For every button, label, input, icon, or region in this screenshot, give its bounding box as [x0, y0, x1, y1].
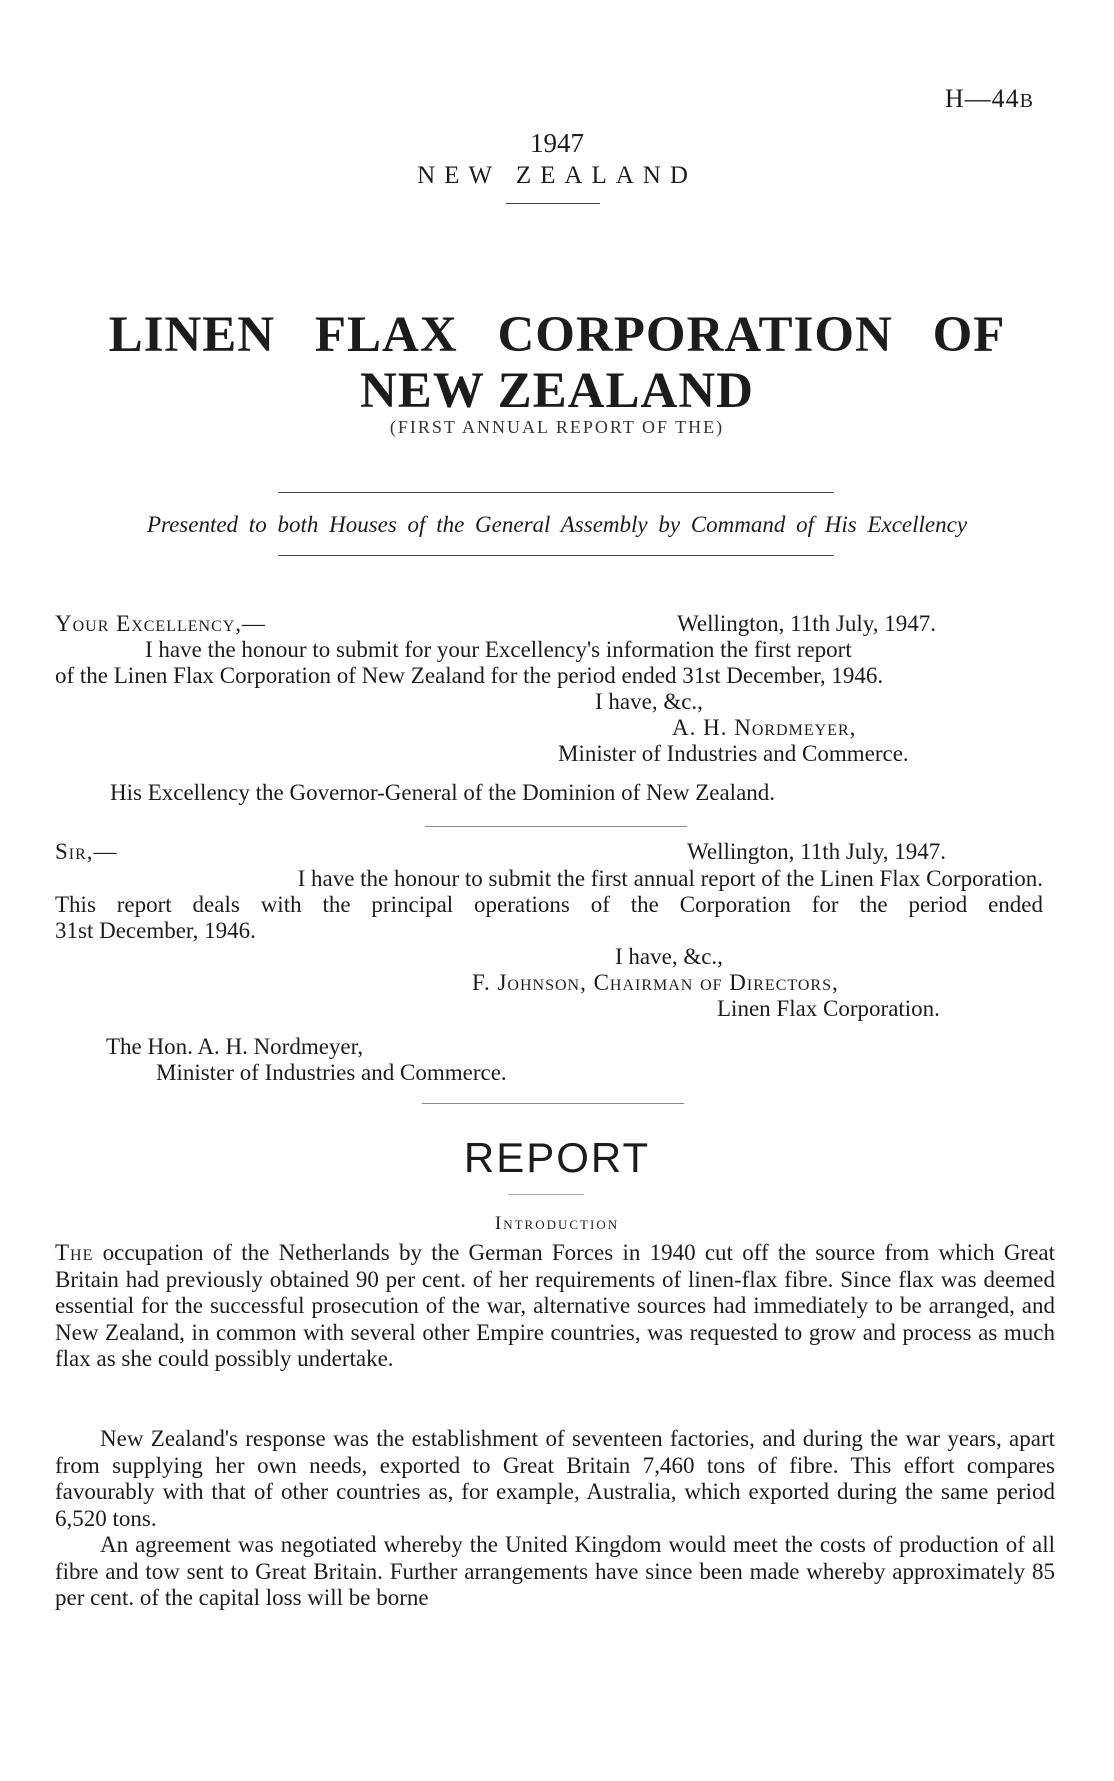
letter2-signatory-org: Linen Flax Corporation. — [717, 996, 940, 1021]
letter2-body-line1: I have the honour to submit the first annual report of the Linen Flax Corporation. — [297, 866, 1043, 891]
letter1-signatory-title: Minister of Industries and Commerce. — [558, 741, 909, 766]
divider — [425, 826, 687, 827]
divider — [506, 203, 600, 204]
report-heading: REPORT — [463, 1134, 651, 1181]
paragraph-1-text: occupation of the Netherlands by the German Forces in 1940 cut off the source from which Great Britain had previously obtained 90 per cent. of her requirements of linen-flax fibre. Since flax was deemed essential for the successful prosecution of the war, alternative sources had immediately to be arranged, and New Zealand, in common with several other Empire countries, was requested to grow and process as much flax as she could possibly undertake. — [55, 1240, 1055, 1372]
main-title-line1: LINEN FLAX CORPORATION OF — [108, 307, 1006, 363]
main-title-line2: NEW ZEALAND — [359, 363, 755, 419]
letter1-addressee: His Excellency the Governor-General of the Dominion of New Zealand. — [110, 780, 776, 805]
country-heading: NEW ZEALAND — [417, 162, 697, 189]
paragraph-2: New Zealand's response was the establishment of seventeen factories, and during the war years, apart from supplying her own needs, exported to Great Britain 7,460 tons of fibre. This effort compares favourably with that of other countries as, for example, Australia, which exported during the same period 6,520 tons. — [55, 1426, 1055, 1531]
letter2-signatory: F. Johnson, Chairman of Directors, — [472, 970, 839, 995]
paragraph-1 — [55, 1240, 1055, 1373]
doc-ref-main: H—44 — [944, 84, 1020, 113]
letter2-addressee-line1: The Hon. A. H. Nordmeyer, — [106, 1034, 364, 1059]
letter1-salutation: Your Excellency,— — [55, 611, 267, 636]
divider — [278, 555, 834, 556]
letter1-place-date: Wellington, 11th July, 1947. — [677, 611, 937, 636]
letter1-signatory: A. H. Nordmeyer, — [672, 715, 857, 740]
presented-statement: Presented to both Houses of the General Assembly by Command of His Excellency — [146, 512, 968, 537]
paragraph-1-lead: The — [55, 1240, 94, 1265]
letter2-body-line3: 31st December, 1946. — [55, 918, 256, 943]
letter1-closing: I have, &c., — [595, 689, 703, 714]
doc-ref-suffix: B — [1019, 90, 1034, 112]
divider — [508, 1194, 584, 1195]
letter1-body-line1: I have the honour to submit for your Excellency's information the first report — [145, 637, 852, 662]
divider — [422, 1103, 684, 1104]
letter2-place-date: Wellington, 11th July, 1947. — [687, 839, 947, 864]
divider — [278, 492, 834, 493]
paragraph-3: An agreement was negotiated whereby the United Kingdom would meet the costs of production of all fibre and tow sent to Great Britain. Further arrangements have since been made whereby approximately 85 per cent. of the capital loss will be borne — [55, 1532, 1055, 1611]
subtitle: (FIRST ANNUAL REPORT OF THE) — [389, 417, 725, 437]
letter2-closing: I have, &c., — [615, 944, 723, 969]
publication-year: 1947 — [530, 128, 584, 158]
section-heading-introduction: Introduction — [494, 1213, 620, 1234]
document-reference — [945, 84, 1034, 114]
letter1-body-line2: of the Linen Flax Corporation of New Zealand for the period ended 31st December, 1946. — [55, 663, 884, 688]
letter2-salutation: Sir,— — [55, 839, 118, 864]
letter2-body-line2: This report deals with the principal operations of the Corporation for the period ended — [55, 892, 1043, 917]
letter2-addressee-line2: Minister of Industries and Commerce. — [156, 1060, 507, 1085]
